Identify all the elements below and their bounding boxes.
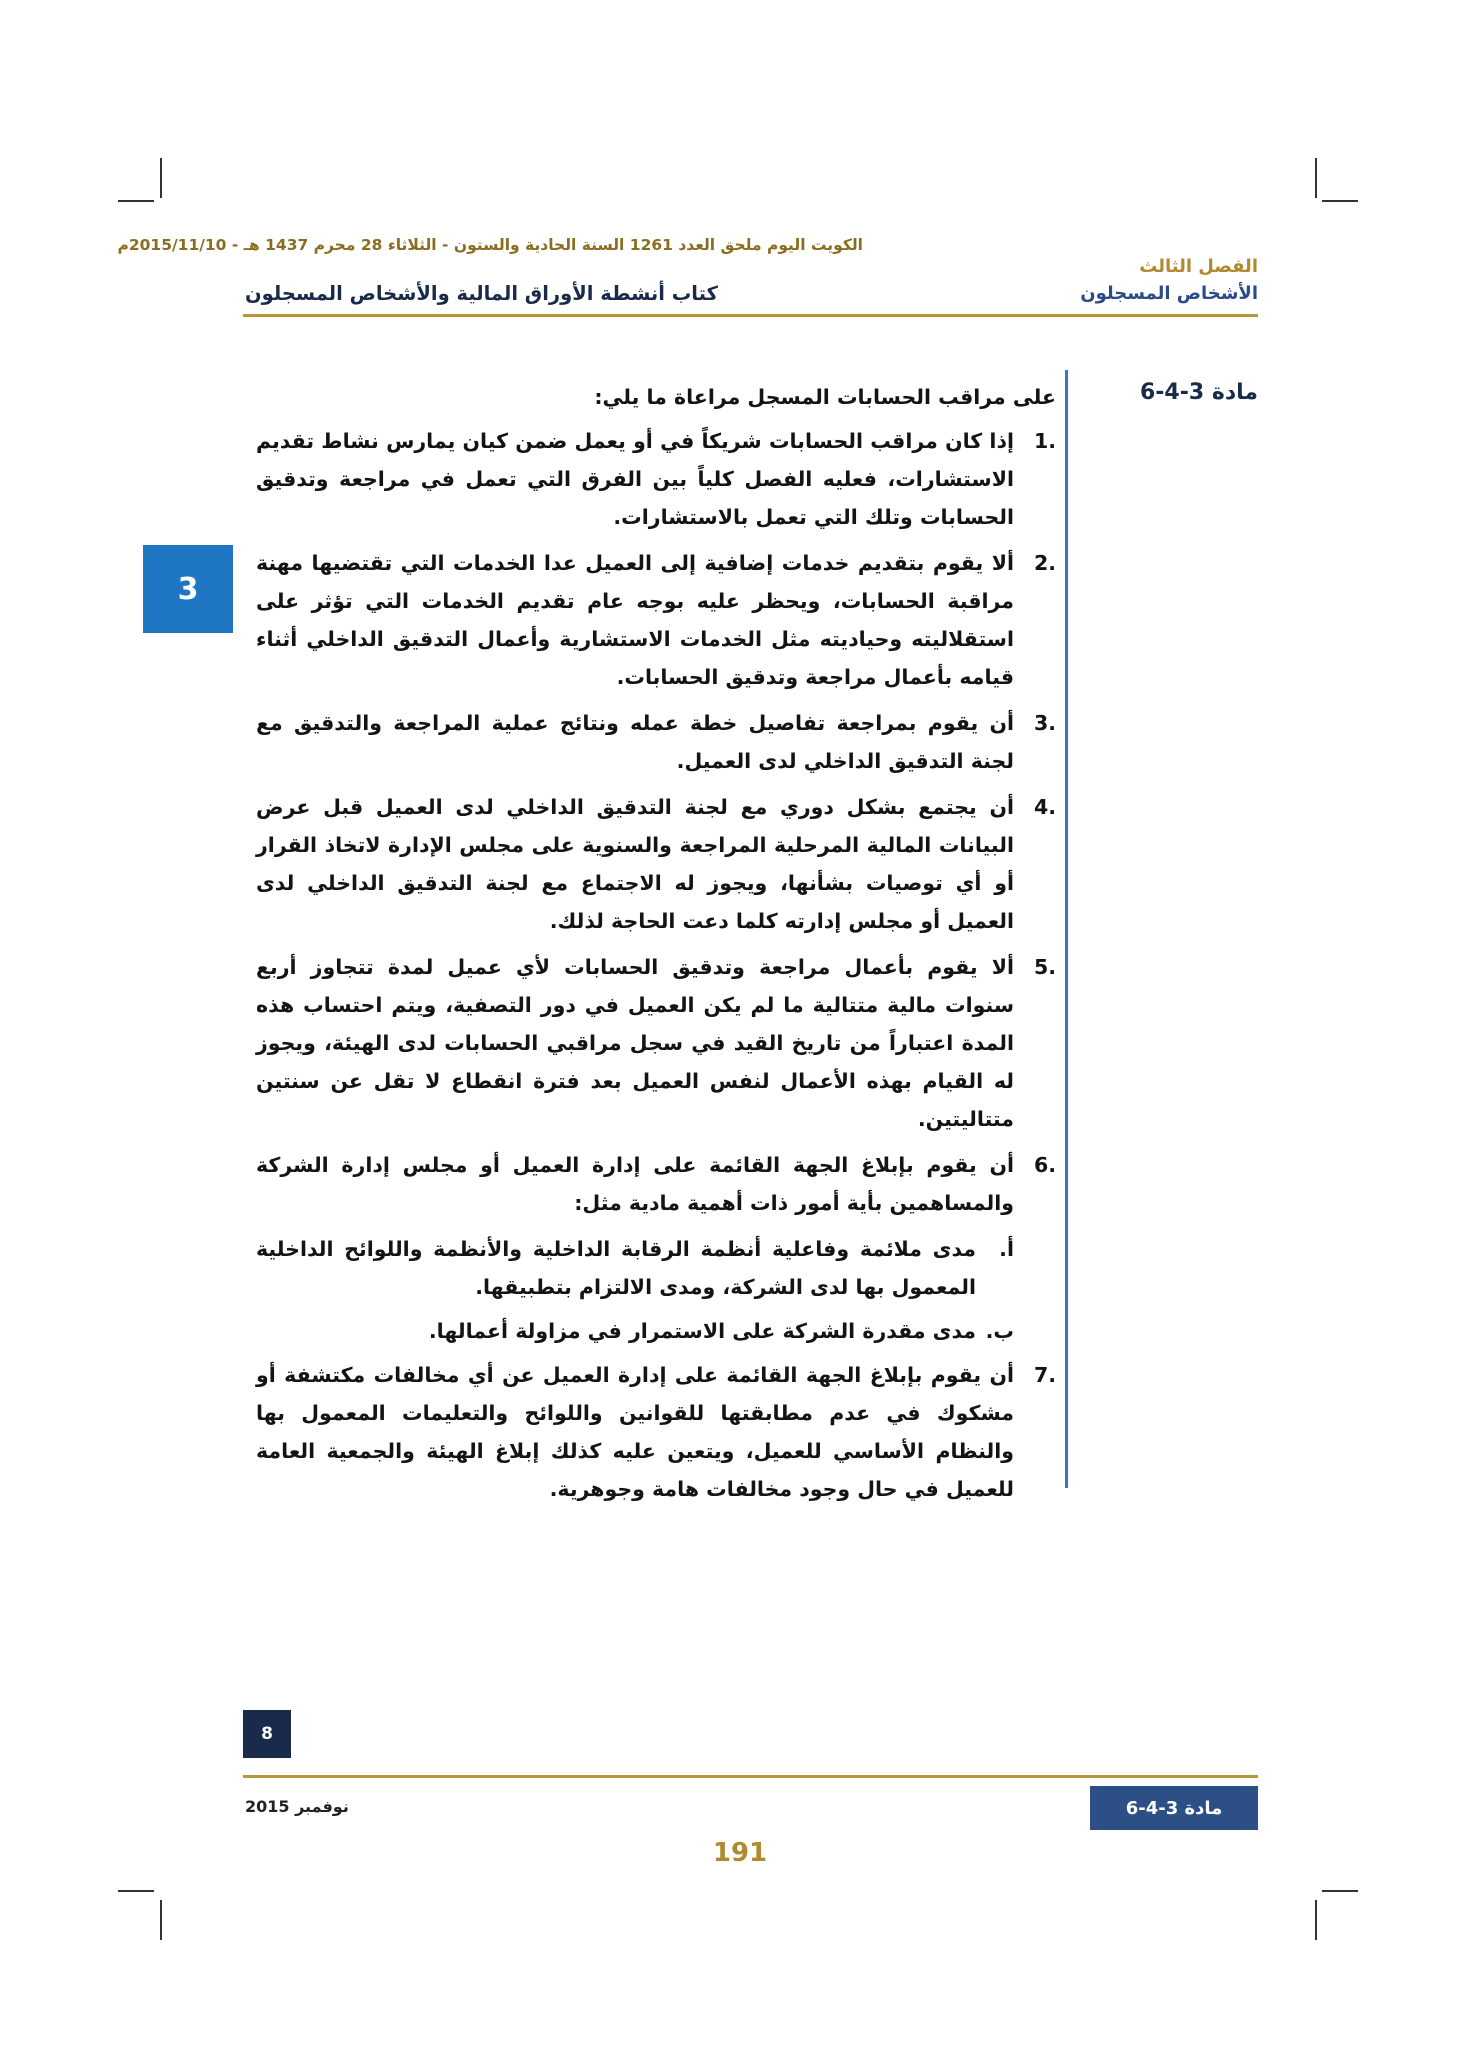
item-text: ألا يقوم بتقديم خدمات إضافية إلى العميل عدا الخدمات التي تقتضيها مهنة مراقبة الحسابات، ويحظر عليه بوجه عام تقديم الخدمات التي تؤثر على استقلاليته وحياديته مثل الخدمات الاستشارية وأعمال التدقيق الداخلي أثناء قيامه بأعمال مراجعة وتدقيق الحسابات. bbox=[256, 551, 1014, 689]
list-item bbox=[256, 1146, 1056, 1222]
subitem-text: مدى مقدرة الشركة على الاستمرار في مزاولة أعمالها. bbox=[428, 1319, 976, 1343]
crop-mark bbox=[1315, 1900, 1317, 1940]
list-item bbox=[256, 948, 1056, 1138]
item-text: ألا يقوم بأعمال مراجعة وتدقيق الحسابات لأي عميل لمدة تتجاوز أربع سنوات مالية متتالية ما لم يكن العميل في دور التصفية، ويتم احتساب هذه المدة اعتباراً من تاريخ القيد في سجل مراقبي الحسابات لدى الهيئة، ويجوز له القيام بهذه الأعمال لنفس العميل بعد فترة انقطاع لا تقل عن سنتين متتاليتين. bbox=[256, 955, 1014, 1131]
item-number: .6 bbox=[1033, 1153, 1056, 1177]
crop-mark bbox=[118, 1890, 154, 1892]
header-rule bbox=[243, 314, 1258, 317]
article-label: مادة 3-4-6 bbox=[1139, 380, 1258, 405]
subitem-text: مدى ملائمة وفاعلية أنظمة الرقابة الداخلية والأنظمة واللوائح الداخلية المعمول بها لدى الشركة، ومدى الالتزام بتطبيقها. bbox=[256, 1237, 976, 1299]
item-number: .7 bbox=[1033, 1363, 1056, 1387]
footer-rule bbox=[243, 1775, 1258, 1778]
crop-mark bbox=[118, 200, 154, 202]
crop-mark bbox=[1315, 158, 1317, 198]
chapter-side-tab: 3 bbox=[143, 545, 233, 633]
item-number: .3 bbox=[1033, 711, 1056, 735]
gazette-line: الكويت اليوم ملحق العدد 1261 السنة الحادية والستون - الثلاثاء 28 محرم 1437 هـ - 2015/11/10م bbox=[117, 236, 863, 254]
crop-mark bbox=[1322, 200, 1358, 202]
crop-mark bbox=[160, 158, 162, 198]
item-number: .5 bbox=[1033, 955, 1056, 979]
list-item bbox=[256, 1356, 1056, 1508]
list-item bbox=[256, 422, 1056, 536]
item-text: أن يجتمع بشكل دوري مع لجنة التدقيق الداخلي لدى العميل قبل عرض البيانات المالية المرحلية المراجعة والسنوية على مجلس الإدارة لاتخاذ القرار أو أي توصيات بشأنها، ويجوز له الاجتماع مع لجنة التدقيق الداخلي لدى العميل أو مجلس إدارته كلما دعت الحاجة لذلك. bbox=[256, 795, 1014, 933]
chapter-subtitle: الأشخاص المسجلون bbox=[1080, 283, 1258, 304]
column-divider bbox=[1065, 370, 1068, 1488]
internal-page-box: 8 bbox=[243, 1710, 291, 1758]
subitem-letter: ب. bbox=[985, 1319, 1014, 1343]
list-item bbox=[256, 704, 1056, 780]
item-number: .1 bbox=[1033, 429, 1056, 453]
item-number: .4 bbox=[1033, 795, 1056, 819]
book-title: كتاب أنشطة الأوراق المالية والأشخاص المسجلون bbox=[245, 282, 718, 305]
footer-date: نوفمبر 2015 bbox=[245, 1797, 349, 1816]
crop-mark bbox=[160, 1900, 162, 1940]
sub-list-item bbox=[256, 1230, 1014, 1306]
item-number: .2 bbox=[1033, 551, 1056, 575]
footer-article-tag: مادة 3-4-6 bbox=[1090, 1786, 1258, 1830]
chapter-title: الفصل الثالث bbox=[1139, 256, 1258, 277]
article-intro: على مراقب الحسابات المسجل مراعاة ما يلي: bbox=[594, 385, 1056, 409]
item-text: أن يقوم بمراجعة تفاصيل خطة عمله ونتائج عملية المراجعة والتدقيق مع لجنة التدقيق الداخلي لدى العميل. bbox=[256, 711, 1014, 773]
subitem-letter: أ. bbox=[999, 1237, 1014, 1261]
item-text: أن يقوم بإبلاغ الجهة القائمة على إدارة العميل أو مجلس إدارة الشركة والمساهمين بأية أمور ذات أهمية مادية مثل: bbox=[256, 1153, 1014, 1215]
item-text: أن يقوم بإبلاغ الجهة القائمة على إدارة العميل عن أي مخالفات مكتشفة أو مشكوك في عدم مطابقتها للقوانين واللوائح والتعليمات المعمول بها والنظام الأساسي للعميل، ويتعين عليه كذلك إبلاغ الهيئة والجمعية العامة للعميل في حال وجود مخالفات هامة وجوهرية. bbox=[256, 1363, 1014, 1501]
article-body bbox=[256, 378, 1056, 1516]
list-item bbox=[256, 788, 1056, 940]
sub-list-item bbox=[256, 1312, 1014, 1350]
item-text: إذا كان مراقب الحسابات شريكاً في أو يعمل ضمن كيان يمارس نشاط تقديم الاستشارات، فعليه الفصل كلياً بين الفرق التي تعمل في مراجعة وتدقيق الحسابات وتلك التي تعمل بالاستشارات. bbox=[256, 429, 1014, 529]
page-number: 191 bbox=[712, 1838, 768, 1868]
list-item bbox=[256, 544, 1056, 696]
crop-mark bbox=[1322, 1890, 1358, 1892]
